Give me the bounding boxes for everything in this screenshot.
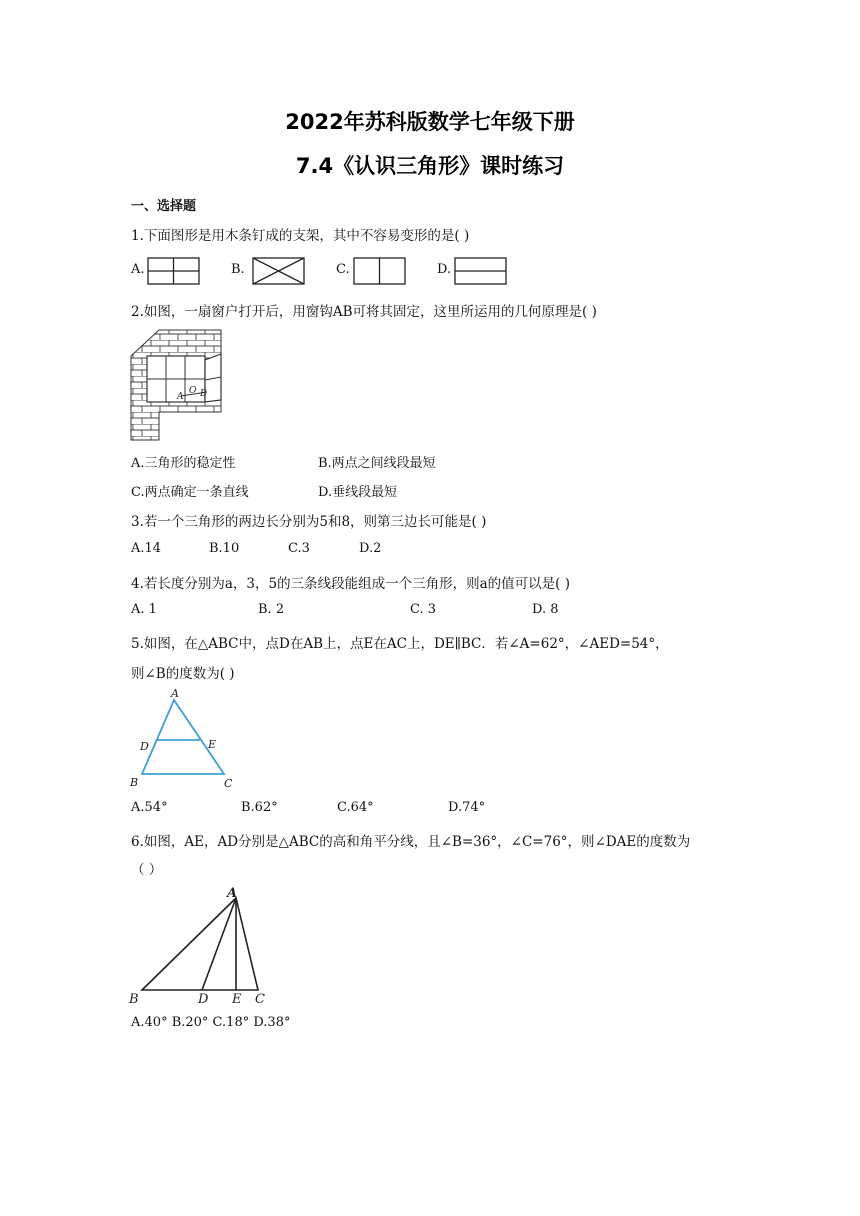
q2-label-o: O xyxy=(189,386,197,396)
q2-label-b: B xyxy=(200,389,207,399)
q2-label-a: A xyxy=(177,392,184,402)
q6-triangle-figure xyxy=(128,884,278,1008)
q5-option-b: B.62° xyxy=(241,800,278,815)
q4-option-d: D. 8 xyxy=(532,602,559,617)
question-1-text: 1.下面图形是用木条钉成的支架，其中不容易变形的是( ) xyxy=(131,228,470,244)
q5-triangle-figure xyxy=(128,688,240,792)
q1-option-a-label: A. xyxy=(131,262,145,277)
q4-option-c: C. 3 xyxy=(410,602,437,617)
q3-option-b: B.10 xyxy=(209,541,240,556)
q2-option-b: B.两点之间线段最短 xyxy=(318,456,436,471)
q1-option-c-figure xyxy=(353,257,407,287)
q5-option-d: D.74° xyxy=(448,800,486,815)
q3-option-d: D.2 xyxy=(359,541,382,556)
question-5-text-line1: 5.如图，在△ABC中，点D在AB上，点E在AC上，DE∥BC．若∠A=62°，∠AED=54°， xyxy=(131,636,669,652)
page-title: 2022年苏科版数学七年级下册 xyxy=(285,110,575,134)
q5-label-d: D xyxy=(140,740,149,753)
q1-option-d-label: D. xyxy=(437,262,452,277)
q2-option-a: A.三角形的稳定性 xyxy=(131,456,236,471)
q2-option-c: C.两点确定一条直线 xyxy=(131,485,249,500)
page-subtitle: 7.4《认识三角形》课时练习 xyxy=(295,154,565,178)
q5-label-e: E xyxy=(208,738,217,751)
question-4-text: 4.若长度分别为a，3，5的三条线段能组成一个三角形，则a的值可以是( ) xyxy=(131,576,570,592)
q6-label-b: B xyxy=(129,992,139,1007)
question-5-text-line2: 则∠B的度数为( ) xyxy=(131,666,235,682)
q6-label-c: C xyxy=(255,992,265,1007)
q5-label-a: A xyxy=(171,687,179,700)
q1-option-a-figure xyxy=(147,257,201,287)
question-6-text-line1: 6.如图，AE，AD分别是△ABC的高和角平分线，且∠B=36°，∠C=76°，则∠DAE的度数为 xyxy=(131,834,691,850)
q1-option-d-figure xyxy=(454,257,508,287)
q6-label-e: E xyxy=(232,992,242,1007)
question-6-text-line2: （ ） xyxy=(131,862,163,878)
section-heading: 一、选择题 xyxy=(131,199,197,214)
question-3-text: 3.若一个三角形的两边长分别为5和8，则第三边长可能是( ) xyxy=(131,514,487,530)
q5-option-a: A.54° xyxy=(131,800,168,815)
q5-label-c: C xyxy=(224,777,233,790)
q6-label-d: D xyxy=(198,992,209,1007)
q1-option-c-label: C. xyxy=(336,262,350,277)
q5-label-b: B xyxy=(130,776,139,789)
q2-window-figure xyxy=(129,328,225,442)
q6-options: A.40° B.20° C.18° D.38° xyxy=(131,1015,291,1030)
q3-option-c: C.3 xyxy=(288,541,310,556)
q1-option-b-figure xyxy=(252,257,306,287)
q4-option-b: B. 2 xyxy=(258,602,285,617)
q6-label-a: A xyxy=(227,886,238,901)
q2-option-d: D.垂线段最短 xyxy=(318,485,398,500)
q5-option-c: C.64° xyxy=(337,800,374,815)
q1-option-b-label: B. xyxy=(231,262,245,277)
question-2-text: 2.如图，一扇窗户打开后，用窗钩AB可将其固定，这里所运用的几何原理是( ) xyxy=(131,304,597,320)
q4-option-a: A. 1 xyxy=(131,602,157,617)
q3-option-a: A.14 xyxy=(131,541,162,556)
